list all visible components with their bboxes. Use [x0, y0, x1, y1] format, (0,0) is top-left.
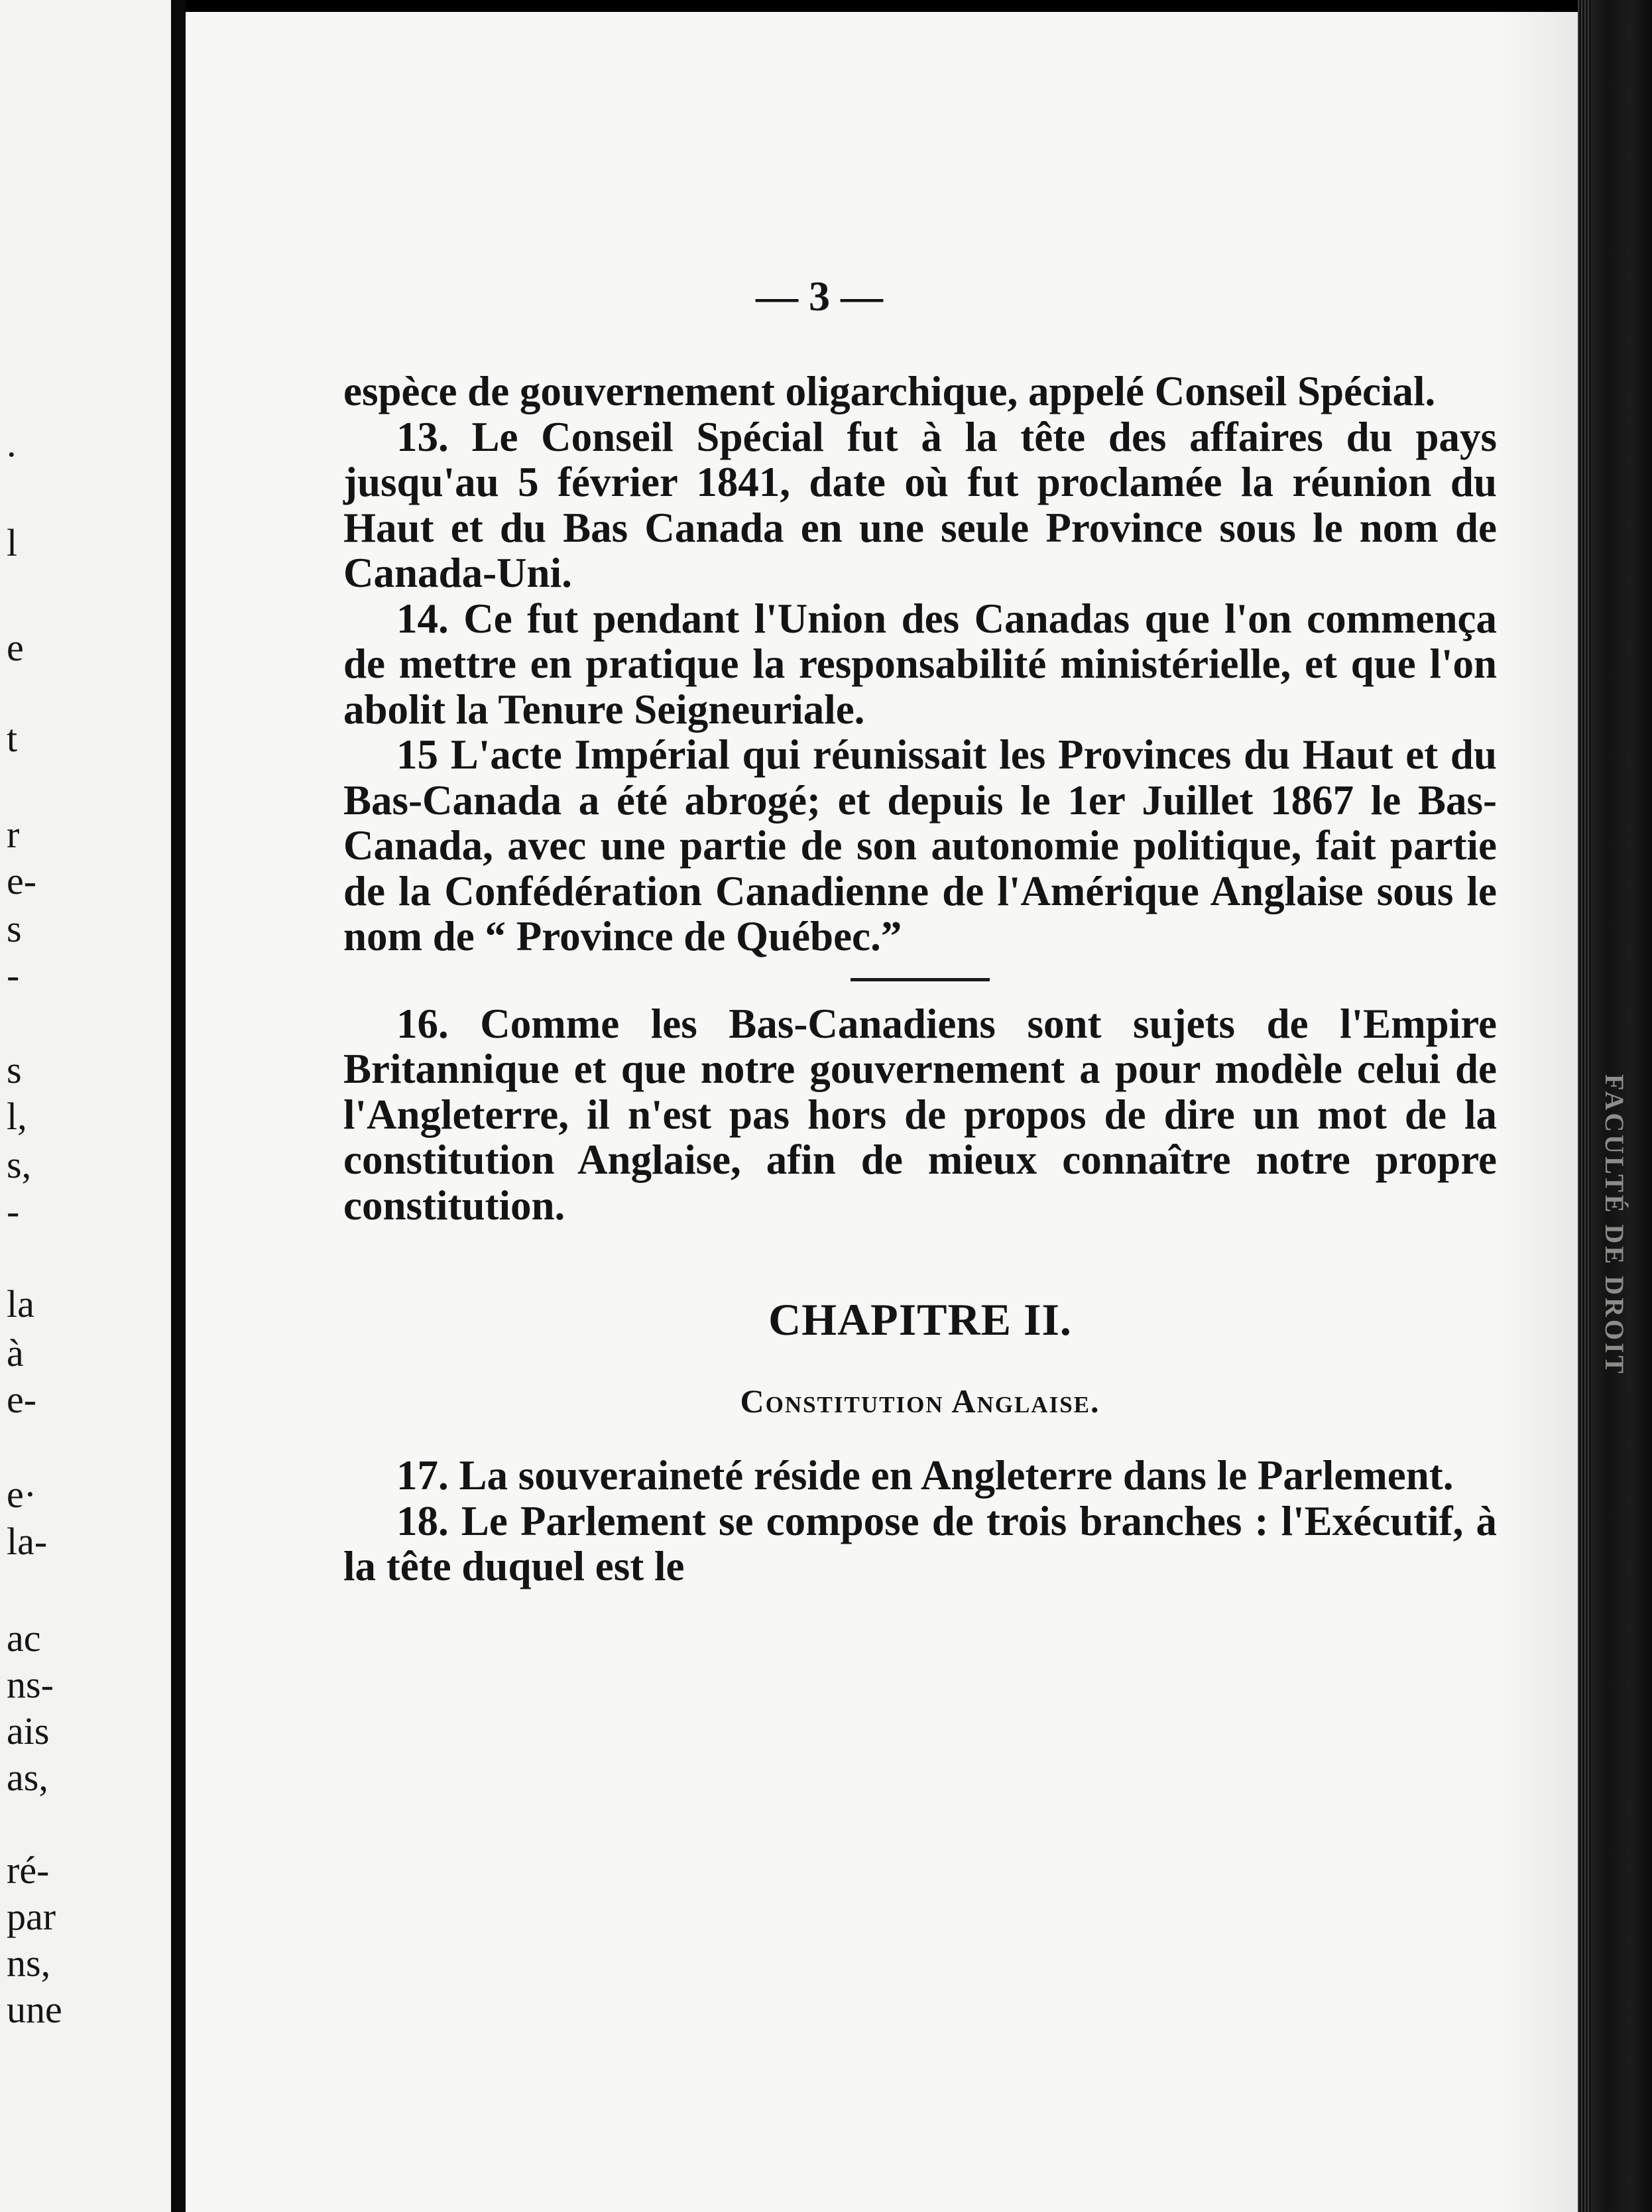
section-divider — [851, 978, 990, 981]
left-page-fragment: s — [7, 907, 22, 950]
book-page — [186, 12, 1578, 2212]
left-page-fragment: r — [7, 813, 20, 856]
left-page-fragment: . — [7, 422, 17, 465]
paragraph-16: 16. Comme les Bas-Canadiens sont sujets de l'Empire Britannique et que notre gouvernement a pour modèle celui de l'Angleterre, il n'est pas hors de propos de dire un mot de la constitution Anglaise, afin de mieux connaître notre propre constitution. — [343, 1000, 1497, 1229]
left-page-fragment: ré- — [7, 1849, 50, 1892]
book-gutter — [171, 0, 186, 2212]
left-page-fragment: ns- — [7, 1663, 54, 1706]
left-page-fragment: e· — [7, 1473, 37, 1516]
paragraph-17: 17. La souveraineté réside en Angleterre dans le Parlement. — [396, 1452, 1454, 1499]
left-page-fragment: à — [7, 1331, 24, 1375]
left-page-fragment: l, — [7, 1095, 27, 1138]
left-page-fragment: t — [7, 717, 18, 760]
left-page-fragment: e- — [7, 859, 37, 902]
left-page-fragment: s — [7, 1048, 22, 1091]
left-page-fragment: e — [7, 626, 24, 669]
left-page-fragment: as, — [7, 1756, 48, 1799]
section-title: Constitution Anglaise. — [740, 1382, 1100, 1420]
left-page-fragment: ac — [7, 1617, 41, 1660]
left-page-fragment: e- — [7, 1378, 37, 1421]
left-page-fragment: - — [7, 953, 20, 997]
left-page-fragment: l — [7, 521, 18, 564]
left-page-fragment: par — [7, 1895, 56, 1938]
paragraph-18: 18. Le Parlement se compose de trois branches : l'Exécutif, à la tête duquel est le — [343, 1497, 1497, 1589]
left-page-margin — [0, 0, 171, 2212]
left-page-fragment: la — [7, 1282, 34, 1325]
left-page-fragment: ns, — [7, 1941, 51, 1985]
spine-label-text: FACULTÉ DE DROIT — [1600, 1074, 1629, 1377]
paragraph-15: 15 L'acte Impérial qui réunissait les Provinces du Haut et du Bas-Canada a été abrogé; et depuis le 1er Juillet 1867 le Bas-Canada, avec une partie de son autonomie politique, fait partie de la Confédération Canadienne de l'Amérique Anglaise sous le nom de “ Province de Québec.” — [343, 731, 1497, 959]
paragraph-14: 14. Ce fut pendant l'Union des Canadas que l'on commença de mettre en pratique la responsabilité ministérielle, et que l'on abolit la Tenure Seigneuriale. — [343, 595, 1497, 733]
paragraph-13: 13. Le Conseil Spécial fut à la tête des affaires du pays jusqu'au 5 février 1841, date où fut proclamée la réunion du Haut et du Bas Canada en une seule Province sous le nom de Canada-Uni. — [343, 413, 1497, 596]
spine-label — [1594, 1074, 1633, 1578]
page-edge-lines — [1578, 0, 1591, 2212]
left-page-fragment: ais — [7, 1709, 50, 1752]
left-page-fragment: la- — [7, 1520, 48, 1563]
left-page-fragment: une — [7, 1988, 62, 2031]
page-shadow — [1498, 12, 1578, 2212]
left-page-fragment: - — [7, 1190, 20, 1233]
left-page-fragment: s, — [7, 1143, 32, 1186]
page-body — [343, 369, 1497, 1589]
paragraph-continued: espèce de gouvernement oligarchique, appelé Conseil Spécial. — [343, 368, 1436, 414]
chapter-title: CHAPITRE II. — [768, 1294, 1072, 1345]
page-number: — 3 — — [756, 273, 883, 320]
